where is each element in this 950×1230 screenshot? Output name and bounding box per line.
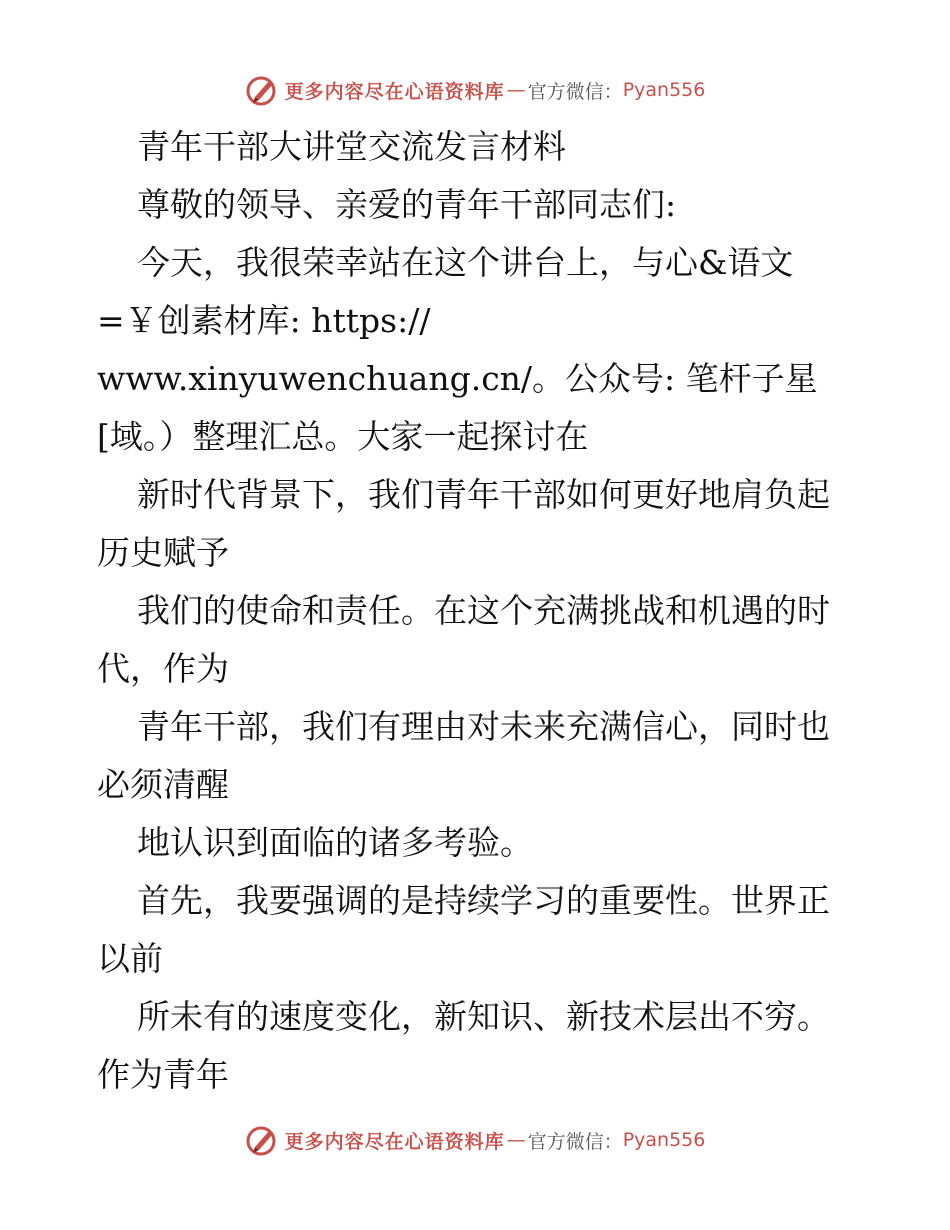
salutation: 尊敬的领导、亲爱的青年干部同志们:	[137, 185, 677, 224]
header-watermark	[0, 70, 950, 110]
watermark-label: 官方微信：	[527, 80, 623, 103]
document-body	[97, 118, 867, 1104]
text-line: 历史赋予	[97, 533, 229, 572]
pen-logo-icon	[245, 1123, 279, 1157]
watermark-text: 更多内容尽在心语资料库	[284, 1130, 505, 1153]
watermark-wechat-id: Pyan556	[622, 79, 706, 101]
text-line: www.xinyuwenchuang.cn/。公众号: 笔杆子星	[97, 359, 818, 398]
text-line: 新时代背景下，我们青年干部如何更好地肩负起	[137, 475, 830, 514]
text-line: 必须清醒	[97, 765, 229, 804]
text-line: [域。）整理汇总。大家一起探讨在	[97, 417, 589, 456]
text-line: 以前	[97, 939, 163, 978]
text-line: 首先，我要强调的是持续学习的重要性。世界正	[137, 881, 830, 920]
watermark-text: 更多内容尽在心语资料库	[284, 80, 505, 103]
watermark-dash: —	[506, 1129, 526, 1151]
text-line: 所未有的速度变化，新知识、新技术层出不穷。	[137, 997, 830, 1036]
text-line: =￥创素材库: https://	[97, 301, 431, 340]
text-line: 代，作为	[97, 649, 229, 688]
watermark-label: 官方微信：	[527, 1130, 623, 1153]
footer-watermark	[0, 1120, 950, 1160]
watermark-dash: —	[506, 79, 526, 101]
pen-logo-icon	[245, 73, 279, 107]
text-line: 地认识到面临的诸多考验。	[137, 823, 533, 862]
text-line: 作为青年	[97, 1055, 229, 1094]
text-line: 我们的使命和责任。在这个充满挑战和机遇的时	[137, 591, 830, 630]
watermark-wechat-id: Pyan556	[622, 1129, 706, 1151]
document-title: 青年干部大讲堂交流发言材料	[137, 127, 566, 166]
text-line: 青年干部，我们有理由对未来充满信心，同时也	[137, 707, 830, 746]
text-line: 今天，我很荣幸站在这个讲台上，与心&语文	[137, 243, 794, 282]
